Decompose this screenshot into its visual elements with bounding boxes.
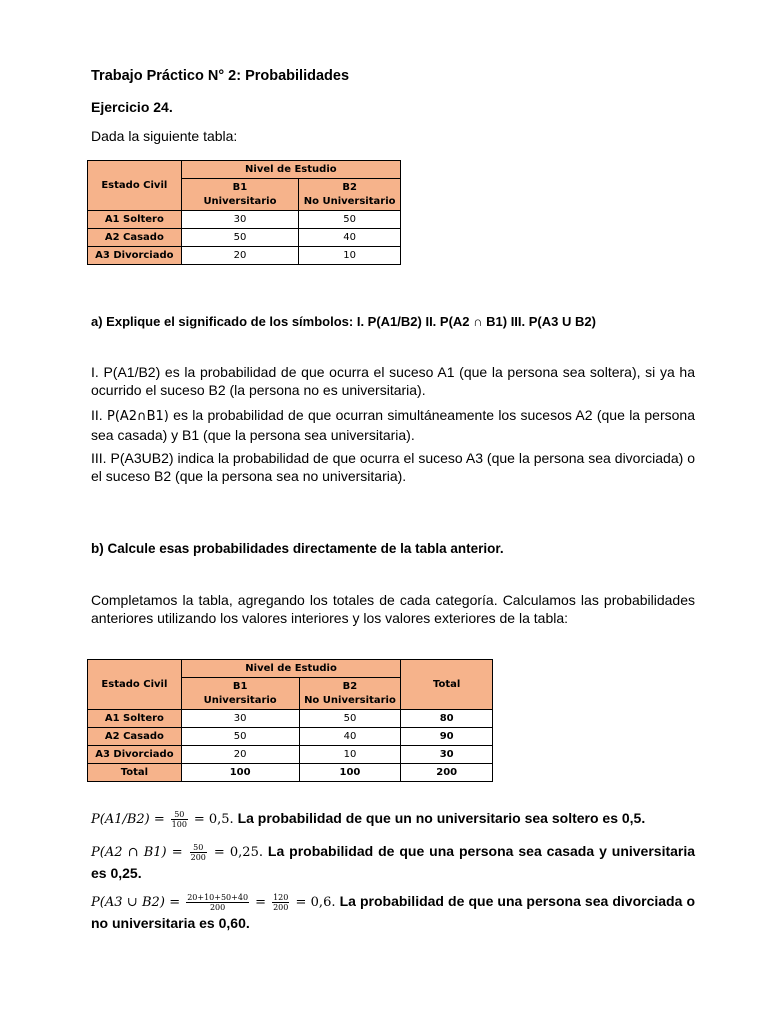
table-col-b1 (181, 678, 299, 710)
intro-text: Dada la siguiente tabla: (91, 128, 238, 144)
cell-total: 200 (401, 764, 493, 782)
exercise-heading: Ejercicio 24. (91, 99, 173, 115)
table-row-total (88, 764, 493, 782)
formula-lhs: P(A1/B2) = (91, 812, 165, 827)
table-row (88, 710, 493, 728)
numerator: 20+10+50+40 (187, 892, 249, 902)
formula-explanation: La probabilidad de que una persona sea casada y universitaria es 0,25. (91, 843, 696, 881)
formula-result: = 0,25. (213, 845, 263, 860)
row-label: A3 Divorciado (88, 746, 182, 764)
table-col-total: Total (401, 660, 493, 710)
row-label: A1 Soltero (88, 710, 182, 728)
numerator: 50 (171, 810, 188, 820)
cell: 20 (181, 746, 299, 764)
formula-result: = 0,5. (193, 812, 234, 827)
col-code: B2 (342, 181, 357, 193)
denominator: 200 (273, 902, 289, 912)
col-name: No Universitario (303, 195, 396, 207)
table-col-b1 (181, 179, 299, 211)
cell: 50 (299, 710, 401, 728)
cell-total: 100 (299, 764, 401, 782)
row-label: A2 Casado (88, 728, 182, 746)
cell: 50 (181, 728, 299, 746)
table-group-header: Nivel de Estudio (181, 161, 400, 179)
row-label: A3 Divorciado (88, 247, 182, 265)
table-row (88, 229, 401, 247)
table-corner-header: Estado Civil (88, 161, 182, 211)
cell-total: 80 (401, 710, 493, 728)
formula-2 (91, 841, 695, 883)
denominator: 200 (209, 902, 226, 912)
cell-total: 90 (401, 728, 493, 746)
formula-result: = 0,6. (295, 895, 336, 910)
fraction (272, 893, 289, 912)
item-text: es la probabilidad de que ocurran simultáneamente los sucesos A2 (que la persona sea casada) y B1 (que la persona sea universitaria). (91, 407, 695, 443)
numerator: 120 (273, 892, 289, 902)
fraction (171, 810, 188, 829)
formula-1 (91, 808, 695, 830)
col-code: B1 (232, 680, 248, 692)
col-code: B1 (232, 181, 248, 193)
cell-total: 100 (181, 764, 299, 782)
row-label: A2 Casado (88, 229, 182, 247)
answer-a-ii (91, 406, 695, 444)
fraction (186, 893, 249, 912)
cell-total: 30 (401, 746, 493, 764)
cell: 40 (299, 229, 401, 247)
answer-b-intro: Completamos la tabla, agregando los totales de cada categoría. Calculamos las probabilidades anteriores utilizando los valores interiores y los valores exteriores de la tabla: (91, 592, 695, 626)
answer-a-i: I. P(A1/B2) es la probabilidad de que ocurra el suceso A1 (que la persona sea soltera), si ya ha ocurrido el suceso B2 (la persona no es universitaria). (91, 364, 695, 398)
table-group-header: Nivel de Estudio (181, 660, 401, 678)
row-label: Total (88, 764, 182, 782)
table-row (88, 728, 493, 746)
denominator: 100 (171, 819, 187, 829)
cell: 10 (299, 247, 401, 265)
item-number: II. (91, 407, 103, 423)
table-col-b2 (299, 179, 401, 211)
row-label: A1 Soltero (88, 211, 182, 229)
table-col-b2 (299, 678, 401, 710)
col-code: B2 (342, 680, 358, 692)
table-row (88, 211, 401, 229)
cell: 30 (181, 211, 299, 229)
table-row (88, 247, 401, 265)
table-row (88, 746, 493, 764)
cell: 40 (299, 728, 401, 746)
formula-explanation: La probabilidad de que una persona sea divorciada o no universitaria es 0,60. (91, 893, 696, 931)
frequency-table (87, 160, 401, 265)
formula-lhs: P(A3 ∪ B2) = (91, 895, 181, 910)
formula-3 (91, 891, 695, 933)
cell: 20 (181, 247, 299, 265)
col-name: Universitario (203, 195, 277, 207)
question-b: b) Calcule esas probabilidades directamente de la tabla anterior. (91, 541, 504, 556)
formula-explanation: La probabilidad de que un no universitario sea soltero es 0,5. (237, 810, 646, 826)
fraction (190, 843, 207, 862)
question-a: a) Explique el significado de los símbolos: I. P(A1/B2) II. P(A2 ∩ B1) III. P(A3 U B2) (91, 314, 596, 329)
numerator: 50 (190, 843, 207, 853)
col-name: No Universitario (304, 694, 396, 706)
cell: 50 (181, 229, 299, 247)
cell: 10 (299, 746, 401, 764)
denominator: 200 (190, 852, 206, 862)
cell: 50 (299, 211, 401, 229)
table-corner-header: Estado Civil (88, 660, 182, 710)
answer-a-iii: III. P(A3UB2) indica la probabilidad de que ocurra el suceso A3 (que la persona sea divorciada) o el suceso B2 (que la persona sea no universitaria). (91, 450, 695, 484)
totals-table (87, 659, 493, 782)
symbol: P(A2∩B1) (106, 409, 169, 424)
formula-lhs: P(A2 ∩ B1) = (91, 845, 183, 860)
equals-sign: = (255, 895, 267, 910)
col-name: Universitario (203, 694, 277, 706)
cell: 30 (181, 710, 299, 728)
document-title: Trabajo Práctico N° 2: Probabilidades (91, 68, 350, 84)
